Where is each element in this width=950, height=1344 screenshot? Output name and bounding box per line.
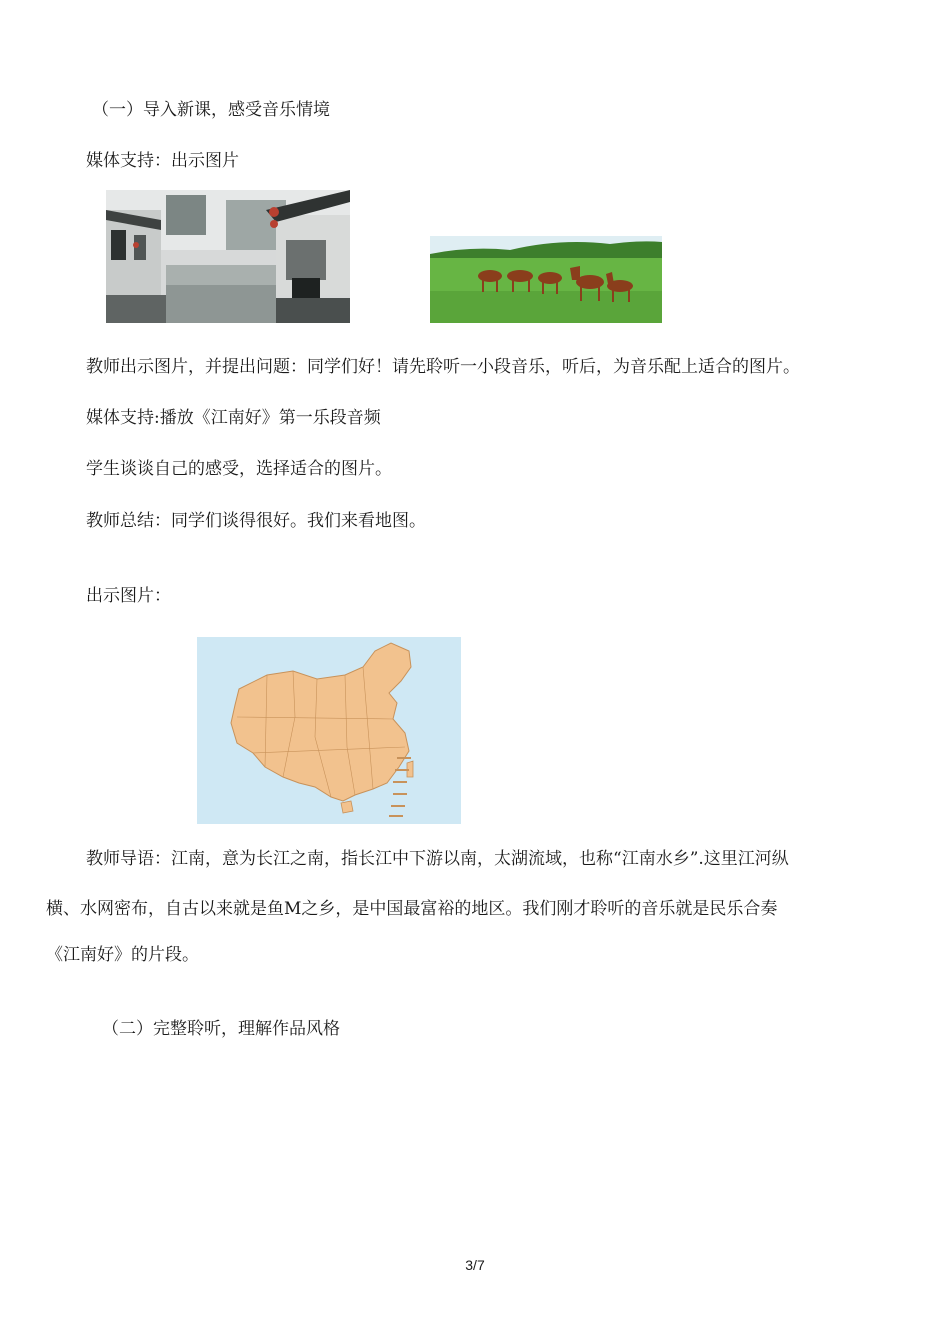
media-support-text: 媒体支持：出示图片 bbox=[86, 151, 239, 171]
show-image-text: 出示图片： bbox=[86, 586, 171, 606]
media-support-audio: 媒体支持:播放《江南好》第一乐段音频 bbox=[86, 408, 381, 428]
china-map-image bbox=[197, 637, 461, 824]
teacher-question: 教师出示图片，并提出问题：同学们好！请先聆听一小段音乐，听后，为音乐配上适合的图片。 bbox=[86, 357, 800, 377]
student-activity: 学生谈谈自己的感受，选择适合的图片。 bbox=[86, 459, 392, 479]
water-town-image bbox=[106, 190, 350, 323]
teacher-guide-line-1: 教师导语：江南，意为长江之南，指长江中下游以南，太湖流域，也称“江南水乡”.这里江河纵 bbox=[86, 849, 789, 869]
page-number: 3/7 bbox=[465, 1257, 485, 1273]
teacher-guide-line-3: 《江南好》的片段。 bbox=[46, 945, 199, 965]
teacher-guide-line-2: 横、水网密布，自古以来就是鱼M之乡，是中国最富裕的地区。我们刚才聆听的音乐就是民乐合奏 bbox=[46, 899, 778, 919]
horses-grassland-image bbox=[430, 236, 662, 323]
teacher-summary: 教师总结：同学们谈得很好。我们来看地图。 bbox=[86, 511, 426, 531]
section1-heading: （一）导入新课，感受音乐情境 bbox=[92, 100, 330, 120]
section2-heading: （二）完整聆听，理解作品风格 bbox=[102, 1019, 340, 1039]
